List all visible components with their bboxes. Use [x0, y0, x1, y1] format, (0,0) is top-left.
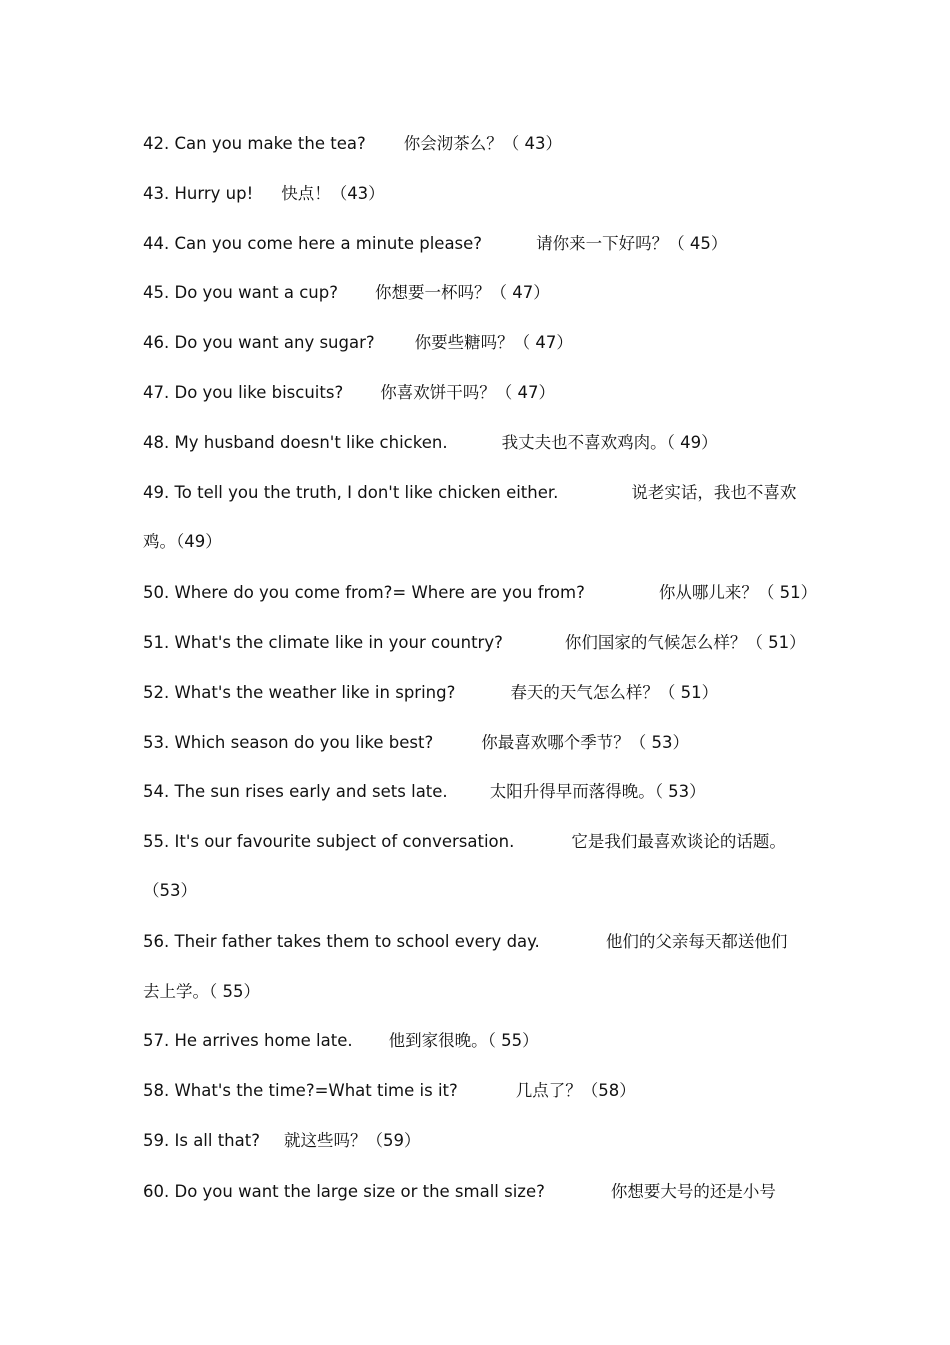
- phrase-line-46: [143, 333, 573, 353]
- phrase-line-43: [143, 184, 385, 204]
- chinese-text: 几点了？（58）: [515, 1081, 636, 1100]
- chinese-text: 说老实话，我也不喜欢: [631, 483, 797, 502]
- chinese-text: 春天的天气怎么样？（ 51）: [510, 683, 719, 702]
- chinese-text: （53）: [143, 881, 197, 900]
- phrase-line-59: [143, 1131, 420, 1151]
- chinese-text: 快点！（43）: [281, 184, 385, 203]
- phrase-line-56: [143, 932, 787, 952]
- phrase-line-53: [143, 733, 689, 753]
- english-text: 52. What's the weather like in spring?: [143, 683, 456, 702]
- english-text: 57. He arrives home late.: [143, 1031, 353, 1050]
- english-text: 48. My husband doesn't like chicken.: [143, 433, 448, 452]
- phrase-line-55-continued: [143, 881, 197, 901]
- english-text: 49. To tell you the truth, I don't like chicken either.: [143, 483, 559, 502]
- phrase-line-47: [143, 383, 555, 403]
- chinese-text: 它是我们最喜欢谈论的话题。: [571, 832, 786, 851]
- chinese-text: 你要些糖吗？（ 47）: [414, 333, 573, 352]
- chinese-text: 请你来一下好吗？（ 45）: [536, 234, 728, 253]
- english-text: 56. Their father takes them to school every day.: [143, 932, 540, 951]
- phrase-line-51: [143, 633, 806, 653]
- english-text: 53. Which season do you like best?: [143, 733, 434, 752]
- english-text: 50. Where do you come from?= Where are you from?: [143, 583, 585, 602]
- phrase-line-52: [143, 683, 718, 703]
- chinese-text: 鸡。（49）: [143, 532, 222, 551]
- english-text: 54. The sun rises early and sets late.: [143, 782, 448, 801]
- phrase-line-44: [143, 234, 727, 254]
- english-text: 60. Do you want the large size or the small size?: [143, 1182, 545, 1201]
- english-text: 59. Is all that?: [143, 1131, 260, 1150]
- chinese-text: 你会沏茶么？（ 43）: [403, 134, 562, 153]
- phrase-line-57: [143, 1031, 539, 1051]
- english-text: 47. Do you like biscuits?: [143, 383, 344, 402]
- phrase-line-58: [143, 1081, 636, 1101]
- chinese-text: 太阳升得早而落得晚。（ 53）: [489, 782, 706, 801]
- english-text: 55. It's our favourite subject of conversation.: [143, 832, 515, 851]
- english-text: 44. Can you come here a minute please?: [143, 234, 483, 253]
- phrase-line-49-continued: [143, 532, 222, 552]
- chinese-text: 你从哪儿来？（ 51）: [658, 583, 818, 602]
- chinese-text: 你们国家的气候怎么样？（ 51）: [564, 633, 806, 652]
- chinese-text: 就这些吗？（59）: [283, 1131, 421, 1150]
- phrase-line-50: [143, 583, 817, 603]
- chinese-text: 他们的父亲每天都送他们: [605, 932, 788, 951]
- phrase-line-56-continued: [143, 982, 260, 1002]
- chinese-text: 你想要大号的还是小号: [610, 1182, 776, 1201]
- english-text: 51. What's the climate like in your country?: [143, 633, 503, 652]
- english-text: 42. Can you make the tea?: [143, 134, 366, 153]
- phrase-line-45: [143, 283, 550, 303]
- phrase-line-54: [143, 782, 706, 802]
- english-text: 45. Do you want a cup?: [143, 283, 338, 302]
- chinese-text: 他到家很晚。（ 55）: [388, 1031, 539, 1050]
- chinese-text: 你喜欢饼干吗？（ 47）: [380, 383, 555, 402]
- chinese-text: 你最喜欢哪个季节？（ 53）: [481, 733, 689, 752]
- chinese-text: 我丈夫也不喜欢鸡肉。（ 49）: [501, 433, 718, 452]
- phrase-line-49: [143, 483, 796, 503]
- english-text: 58. What's the time?=What time is it?: [143, 1081, 458, 1100]
- phrase-line-55: [143, 832, 786, 852]
- chinese-text: 你想要一杯吗？（ 47）: [375, 283, 550, 302]
- english-text: 46. Do you want any sugar?: [143, 333, 375, 352]
- chinese-text: 去上学。（ 55）: [143, 982, 260, 1001]
- english-text: 43. Hurry up!: [143, 184, 254, 203]
- phrase-line-60: [143, 1182, 776, 1202]
- phrase-line-48: [143, 433, 718, 453]
- phrase-line-42: [143, 134, 562, 154]
